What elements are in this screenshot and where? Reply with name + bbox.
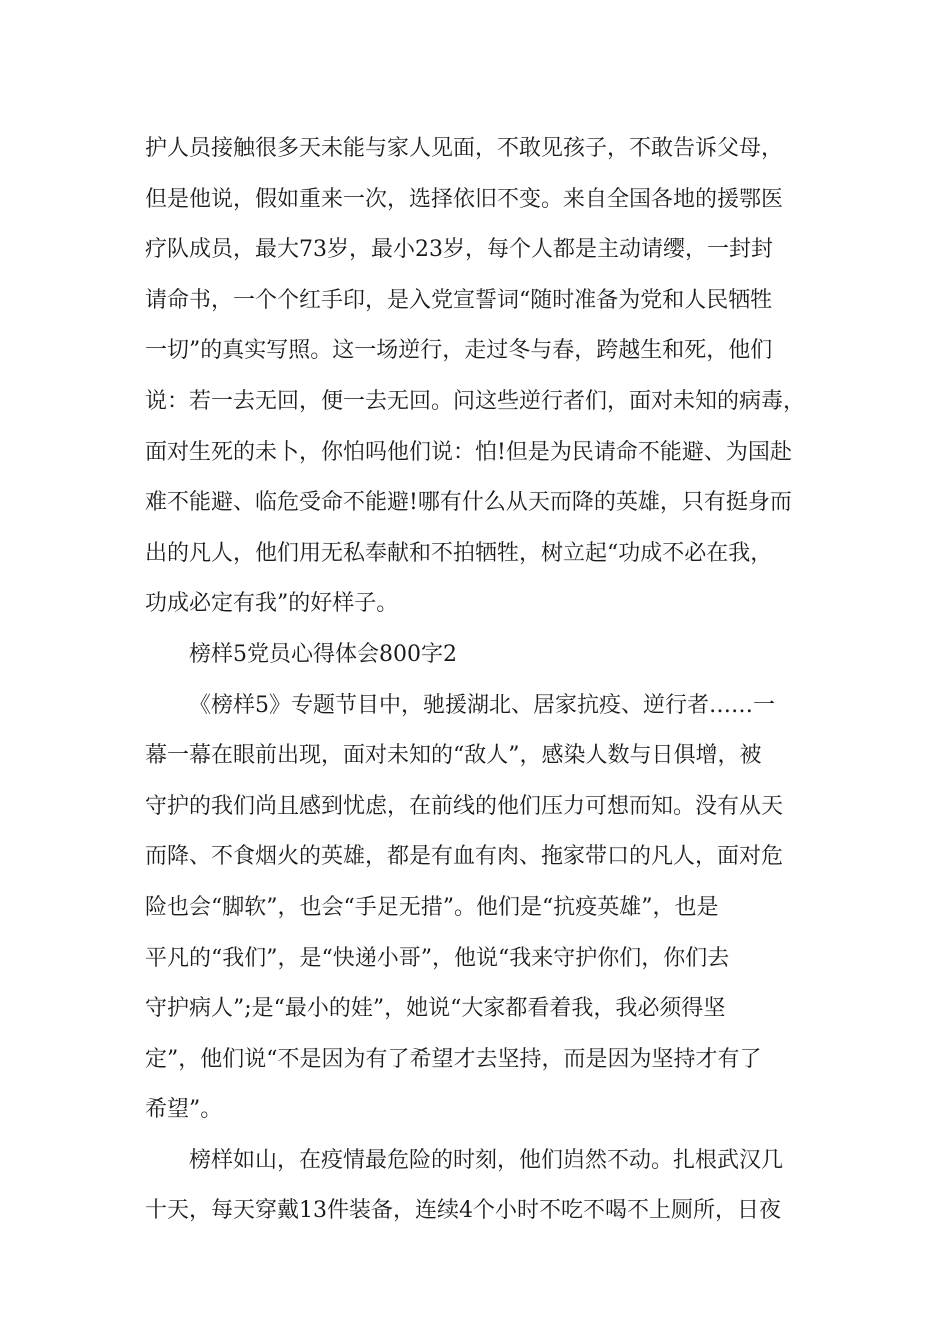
text-line: 疗队成员，最大73岁，最小23岁，每个人都是主动请缨，一封封 bbox=[145, 237, 773, 263]
text-line: 定”，他们说“不是因为有了希望才去坚持，而是因为坚持才有了 bbox=[145, 1046, 762, 1072]
paragraph bbox=[145, 1136, 825, 1237]
section-heading: 榜样5党员心得体会800字2 bbox=[189, 641, 457, 667]
text-line: 险也会“脚软”，也会“手足无措”。他们是“抗疫英雄”，也是 bbox=[145, 894, 719, 920]
text-line: 守护病人”;是“最小的娃”，她说“大家都看着我，我必须得坚 bbox=[145, 996, 726, 1022]
text-line: 《榜样5》专题节目中，驰援湖北、居家抗疫、逆行者……一 bbox=[189, 692, 775, 718]
text-line: 但是他说，假如重来一次，选择依旧不变。来自全国各地的援鄂医 bbox=[145, 186, 784, 212]
text-line: 请命书，一个个红手印，是入党宣誓词“随时准备为党和人民牺牲 bbox=[145, 287, 773, 313]
document-body bbox=[145, 124, 825, 1237]
text-line: 榜样如山，在疫情最危险的时刻，他们岿然不动。扎根武汉几 bbox=[189, 1147, 784, 1173]
paragraph bbox=[145, 681, 825, 1136]
text-line: 说：若一去无回，便一去无回。问这些逆行者们，面对未知的病毒， bbox=[145, 388, 806, 414]
text-line: 希望”。 bbox=[145, 1097, 223, 1123]
text-line: 而降、不食烟火的英雄，都是有血有肉、拖家带口的凡人，面对危 bbox=[145, 844, 784, 870]
paragraph-continued bbox=[145, 124, 825, 630]
text-line: 护人员接触很多天未能与家人见面，不敢见孩子，不敢告诉父母， bbox=[145, 136, 784, 161]
text-line: 面对生死的未卜，你怕吗他们说：怕!但是为民请命不能避、为国赴 bbox=[145, 439, 792, 465]
text-line: 十天，每天穿戴13件装备，连续4个小时不吃不喝不上厕所，日夜 bbox=[145, 1198, 781, 1224]
text-line: 幕一幕在眼前出现，面对未知的“敌人”，感染人数与日俱增，被 bbox=[145, 743, 762, 769]
text-line: 守护的我们尚且感到忧虑，在前线的他们压力可想而知。没有从天 bbox=[145, 793, 784, 819]
text-line: 平凡的“我们”，是“快递小哥”，他说“我来守护你们，你们去 bbox=[145, 945, 730, 971]
text-line: 一切”的真实写照。这一场逆行，走过冬与春，跨越生和死，他们 bbox=[145, 338, 773, 364]
text-line: 出的凡人，他们用无私奉献和不拍牺牲，树立起“功成不必在我， bbox=[145, 540, 773, 566]
text-line: 难不能避、临危受命不能避!哪有什么从天而降的英雄，只有挺身而 bbox=[145, 490, 792, 516]
text-line: 功成必定有我”的好样子。 bbox=[145, 591, 399, 617]
